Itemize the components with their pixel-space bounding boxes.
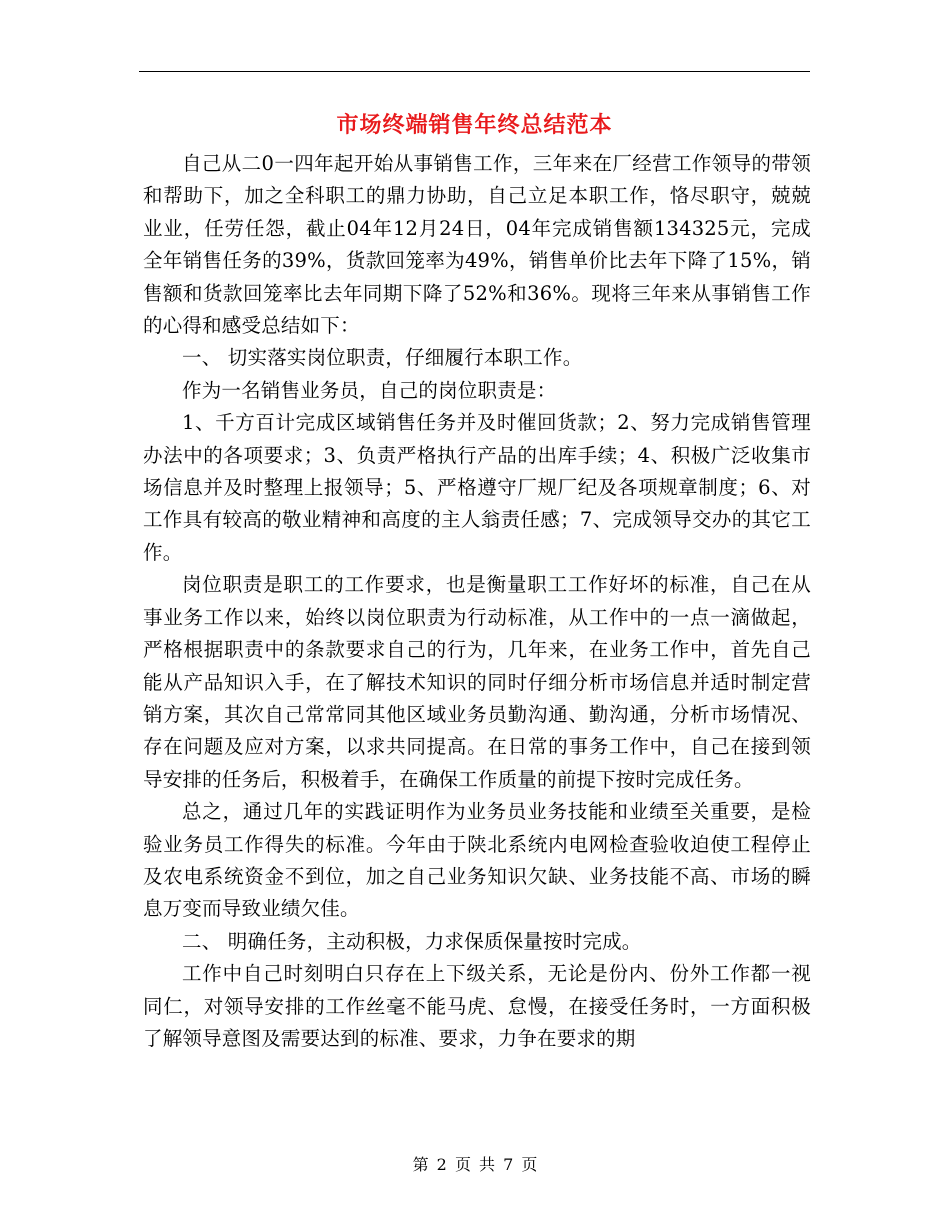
document-title: 市场终端销售年终总结范本 — [336, 113, 613, 138]
document-body — [143, 148, 811, 1055]
section-heading-1: 一、 切实落实岗位职责，仔细履行本职工作。 — [182, 346, 583, 370]
paragraph-tasks: 工作中自己时刻明白只存在上下级关系，无论是份内、份外工作都一视同仁，对领导安排的工作丝毫不能马虎、怠慢，在接受任务时，一方面积极了解领导意图及需要达到的标准、要求，力争在要求的期 — [143, 962, 811, 1050]
paragraph-duties-list: 1、千方百计完成区域销售任务并及时催回货款；2、努力完成销售管理办法中的各项要求；3、负责严格执行产品的出库手续；4、积极广泛收集市场信息并及时整理上报领导；5、严格遵守厂规厂纪及各项规章制度；6、对工作具有较高的敬业精神和高度的主人翁责任感；7、完成领导交办的其它工作。 — [143, 411, 811, 564]
paragraph-summary: 总之，通过几年的实践证明作为业务员业务技能和业绩至关重要，是检验业务员工作得失的标准。今年由于陕北系统内电网检查验收迫使工程停止及农电系统资金不到位，加之自己业务知识欠缺、业务技能不高、市场的瞬息万变而导致业绩欠佳。 — [143, 800, 811, 921]
paragraph-intro: 自己从二0一四年起开始从事销售工作，三年来在厂经营工作领导的带领和帮助下，加之全科职工的鼎力协助，自己立足本职工作，恪尽职守，兢兢业业，任劳任怨，截止04年12月24日，04年完成销售额134325元，完成全年销售任务的39%，货款回笼率为49%，销售单价比去年下降了15%，销售额和货款回笼率比去年同期下降了52%和36%。现将三年来从事销售工作的心得和感受总结如下： — [143, 152, 811, 338]
paragraph-duties-practice: 岗位职责是职工的工作要求，也是衡量职工工作好坏的标准，自己在从事业务工作以来，始终以岗位职责为行动标准，从工作中的一点一滴做起，严格根据职责中的条款要求自己的行为，几年来，在业务工作中，首先自己能从产品知识入手，在了解技术知识的同时仔细分析市场信息并适时制定营销方案，其次自己常常同其他区域业务员勤沟通、勤沟通，分析市场情况、存在问题及应对方案，以求共同提高。在日常的事务工作中，自己在接到领导安排的任务后，积极着手，在确保工作质量的前提下按时完成任务。 — [143, 573, 811, 791]
paragraph-duties-intro: 作为一名销售业务员，自己的岗位职责是： — [182, 378, 557, 402]
page-footer: 第 2 页 共 7 页 — [412, 1155, 538, 1174]
header-rule — [139, 71, 810, 72]
section-heading-2: 二、 明确任务，主动积极，力求保质保量按时完成。 — [182, 929, 642, 953]
